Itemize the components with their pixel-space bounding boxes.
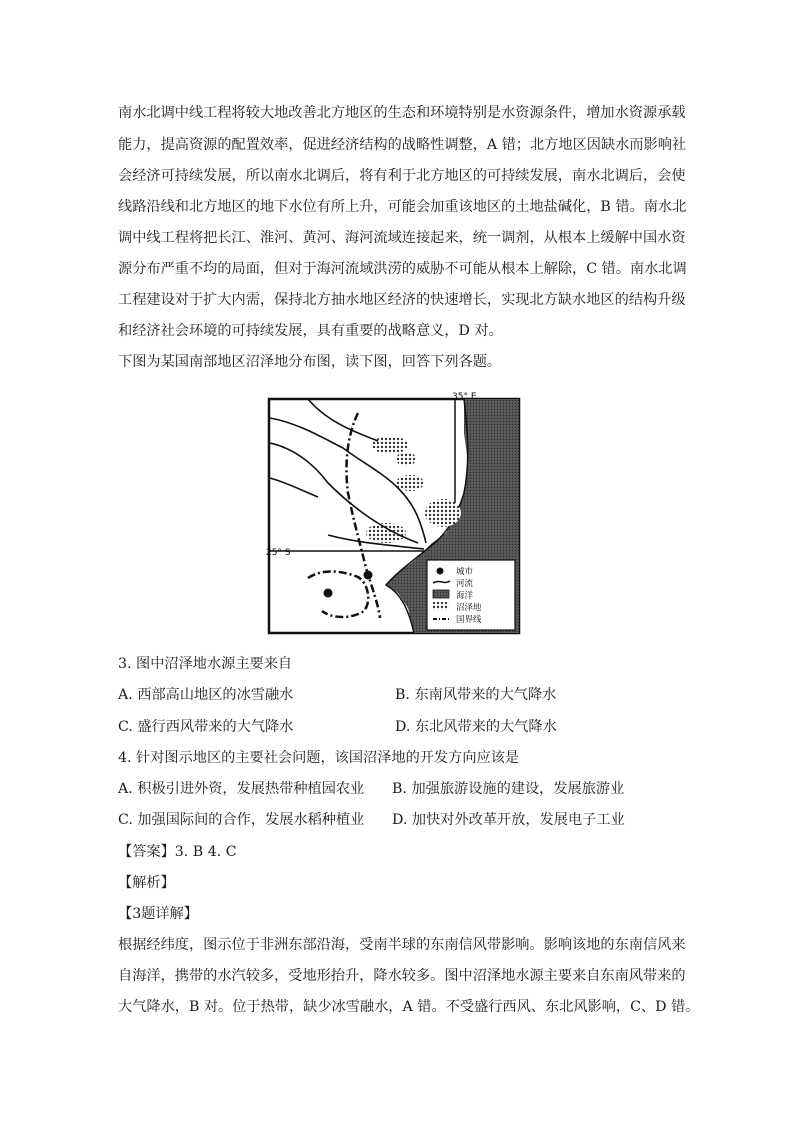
q4-option-c: C. 加强国际间的合作，发展水稻种植业 bbox=[118, 812, 365, 828]
q4-option-a: A. 积极引进外资，发展热带种植园农业 bbox=[118, 781, 365, 797]
q3-option-d: D. 东北风带来的大气降水 bbox=[395, 719, 557, 735]
legend-label: 海洋 bbox=[456, 591, 474, 601]
q4-option-b: B. 加强旅游设施的建设，发展旅游业 bbox=[392, 781, 625, 797]
swamp-legend-icon bbox=[433, 602, 449, 610]
analysis-heading: 【解析】 bbox=[118, 875, 175, 891]
answer-line: 【答案】3. B 4. C bbox=[118, 844, 237, 860]
text-line: 调中线工程将把长江、淮河、黄河、海河流域连接起来，统一调剂，从根本上缓解中国水资 bbox=[118, 230, 686, 246]
longitude-label: 35° E bbox=[452, 392, 477, 402]
q3-option-b: B. 东南风带来的大气降水 bbox=[395, 687, 557, 703]
text-line: 会经济可持续发展，所以南水北调后，将有利于北方地区的可持续发展，南水北调后，会使 bbox=[118, 168, 686, 184]
question-4-stem: 4. 针对图示地区的主要社会问题，该国沼泽地的开发方向应该是 bbox=[118, 750, 520, 766]
legend-label: 国界线 bbox=[456, 615, 482, 625]
text-line: 工程建设对于扩大内需，保持北方抽水地区经济的快速增长，实现北方缺水地区的结构升级 bbox=[118, 292, 686, 308]
ocean-legend-icon bbox=[433, 590, 449, 598]
text-line: 能力，提高资源的配置效率，促进经济结构的战略性调整，A 错；北方地区因缺水而影响社 bbox=[118, 137, 687, 153]
text-line: 和经济社会环境的可持续发展，具有重要的战略意义，D 对。 bbox=[118, 323, 503, 339]
text-line: 线路沿线和北方地区的地下水位有所上升，可能会加重该地区的土地盐碱化，B 错。南水北 bbox=[118, 199, 687, 215]
text-line: 南水北调中线工程将较大地改善北方地区的生态和环境特别是水资源条件，增加水资源承载 bbox=[118, 105, 686, 121]
text-line: 根据经纬度，图示位于非洲东部沿海，受南半球的东南信风带影响。影响该地的东南信风来 bbox=[118, 937, 686, 953]
legend-label: 沼泽地 bbox=[456, 603, 482, 613]
legend-label: 河流 bbox=[456, 579, 474, 589]
latitude-label: 25° S bbox=[266, 548, 291, 558]
city-marker bbox=[364, 571, 373, 580]
q3-option-a: A. 西部高山地区的冰雪融水 bbox=[118, 687, 294, 703]
swamp-distribution-map bbox=[268, 393, 522, 635]
detail-heading: 【3题详解】 bbox=[118, 906, 198, 922]
figure-intro: 下图为某国南部地区沼泽地分布图，读下图，回答下列各题。 bbox=[118, 354, 502, 370]
city-marker bbox=[324, 589, 333, 598]
map-legend bbox=[427, 560, 515, 630]
city-legend-icon bbox=[437, 568, 444, 575]
text-line: 自海洋，携带的水汽较多，受地形抬升，降水较多。图中沼泽地水源主要来自东南风带来的 bbox=[118, 968, 686, 984]
q3-option-c: C. 盛行西风带来的大气降水 bbox=[118, 719, 294, 735]
question-3-stem: 3. 图中沼泽地水源主要来自 bbox=[118, 656, 293, 672]
text-line: 源分布严重不均的局面，但对于海河流域洪涝的威胁不可能从根本上解除，C 错。南水北调 bbox=[118, 261, 687, 277]
q4-option-d: D. 加快对外改革开放，发展电子工业 bbox=[392, 812, 625, 828]
legend-label: 城市 bbox=[456, 567, 474, 577]
text-line: 大气降水，B 对。位于热带，缺少冰雪融水，A 错。不受盛行西风、东北风影响，C、D 错。 bbox=[118, 999, 700, 1015]
